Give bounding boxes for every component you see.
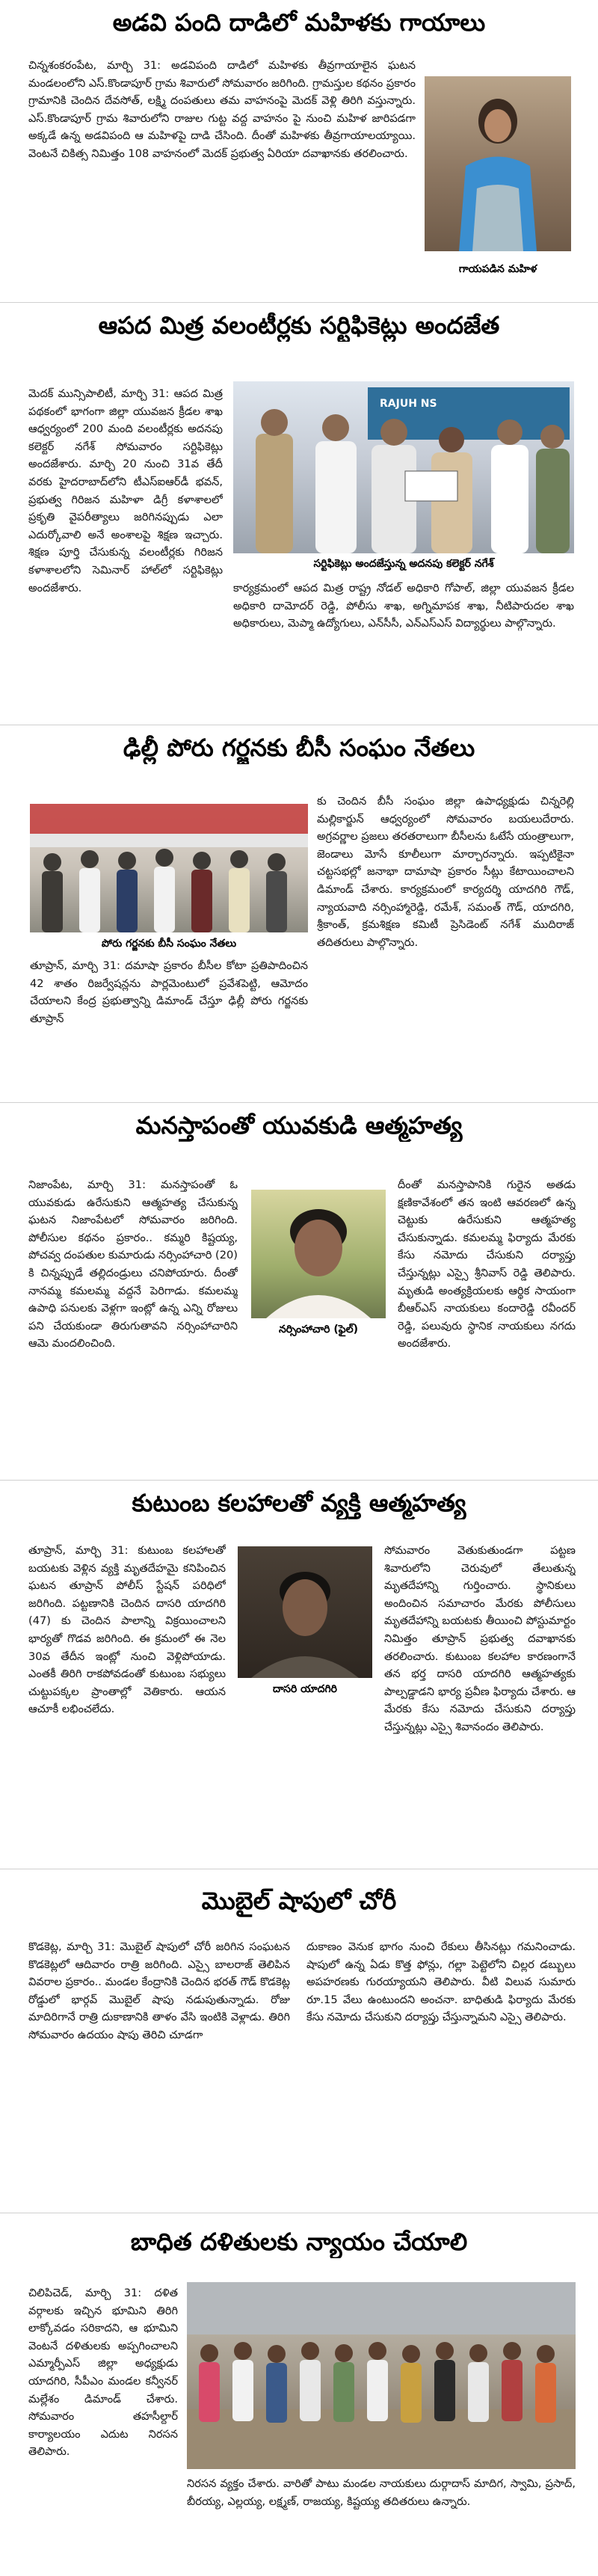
certificate-distribution-illustration	[233, 381, 574, 553]
portrait-illustration	[251, 1190, 386, 1318]
article-wild-boar-attack	[0, 0, 598, 303]
article-family-dispute-suicide	[0, 1481, 598, 1869]
banner-text: RAJUH NS	[380, 398, 437, 410]
article-body-right: దుకాణం వెనుక భాగం నుంచి రేకులు తీసినట్లు గమనించాడు. షాపులో ఉన్న ఏడు కొత్త ఫోన్లు, గల్లా పెట్టెలోని చిల్లర డబ్బులు అపహరణకు గురయ్యాయని తెలిపారు. వీటి విలువ సుమారు రూ.15 వేలు ఉంటుందని అంచనా. బాధితుడి ఫిర్యాదు మేరకు కేసు నమోదు చేసుకుని దర్యాప్తు చేస్తున్నామని ఎస్సై తెలిపారు.	[306, 1940, 576, 2024]
article-mobile-shop-theft	[0, 1869, 598, 2213]
photo-bc-leaders	[30, 804, 308, 932]
article-body-left: నిజాంపేట, మార్చి 31: మనస్తాపంతో ఓ యువకుడు ఉరేసుకుని ఆత్మహత్య చేసుకున్న ఘటన నిజాంపేటలో సోమవారం జరిగింది. పోలీసుల కథనం ప్రకారం.. కమ్మరి కిష్టయ్య, పోచవ్వ దంపతుల కుమారుడు నర్సింహాచారి (20) కి చిన్నప్పుడే తల్లిదండ్రులు చనిపోయారు. దీంతో నానమ్మ కమలమ్మ వద్దనే పెరిగాడు. కమలమ్మ ఉపాధి పనులకు వెళ్లగా ఇంట్లో ఉన్న ఎన్ని రోజులు పని చేయకుండా తిరుగుతావని నర్సింహాచారిని ఆమె మందలించింది.	[28, 1178, 238, 1350]
article-body-left: తూప్రాన్, మార్చి 31: దమాషా ప్రకారం బీసీల కోటా ప్రతిపాదించిన 42 శాతం రిజర్వేషన్లను పార్లమెంటులో ప్రవేశపెట్టి, ఆమోదం చేయాలని కేంద్ర ప్రభుత్వాన్ని డిమాండ్ చేస్తూ ఢిల్లీ పోరు గర్జనకు తూప్రాన్‌	[30, 959, 308, 1025]
article-body-right: కు చెందిన బీసీ సంఘం జిల్లా ఉపాధ్యక్షుడు చిన్నరెల్లి మల్లికార్జున్ ఆధ్వర్యంలో సోమవారం బయలుదేరారు. అగ్రవర్ణాల ప్రజలు తరతరాలుగా బీసీలను ఓటేసే యంత్రాలుగా, జెండాలు మోసే కూలీలుగా మార్చారన్నారు. ఇప్పటికైనా చట్టసభల్లో జనాభా దామాషా ప్రకారం సీట్లు కేటాయించాలని డిమాండ్ చేశారు. కార్యక్రమంలో కార్యదర్శి యాదగిరి గౌడ్, న్యాయవాది నర్సింహ్మారెడ్డి, రమేశ్, సమంత్ గౌడ్, యాదగిరి, శ్రీకాంత్, క్రమశిక్షణ కమిటీ ప్రెసిడెంట్ నగేశ్ ముదిరాజ్ తదితరులు పాల్గొన్నారు.	[317, 795, 574, 949]
photo-caption: గాయపడిన మహిళ	[458, 263, 537, 275]
article-body: చిన్నశంకరంపేట, మార్చి 31: అడవిపంది దాడిలో మహిళకు తీవ్రగాయాలైన ఘటన మండలంలోని ఎస్.కొండాపూర్ గ్రామ శివారులో సోమవారం జరిగింది. గ్రామస్తుల కథనం ప్రకారం గ్రామానికి చెందిన దేవసోత్, లక్ష్మి దంపతులు తమ వాహనంపై మెదక్ వెళ్లి తిరిగి వస్తున్నారు. ఎస్.కొండాపూర్ గ్రామ శివారులోని రాజుల గుట్ట వద్ద వాహనం పై నుంచి మహిళ జారిపడగా అక్కడే ఉన్న అడవిపంది ఆ మహిళపై దాడి చేసింది. దీంతో మహిళకు తీవ్రగాయాలయ్యాయి. వెంటనే చికిత్స నిమిత్తం 108 వాహనంలో మెదక్ ప్రభుత్వ ఏరియా దవాఖానకు తరలించారు.	[28, 59, 416, 160]
article-youth-suicide	[0, 1103, 598, 1481]
headline: అడవి పంది దాడిలో మహిళకు గాయాలు	[112, 8, 486, 37]
article-body-right: దీంతో మనస్తాపానికి గురైన అతడు క్షణికావేశంలో తన ఇంటి ఆవరణలో ఉన్న చెట్టుకు ఉరేసుకుని ఆత్మహత్య చేసుకున్నాడు. కమలమ్మ ఫిర్యాదు మేరకు కేసు నమోదు చేసుకుని దర్యాప్తు చేస్తున్నట్లు ఎస్సై శ్రీనివాస్ రెడ్డి తెలిపారు. మృతుడి అంత్యక్రియలకు ఆర్థిక సాయంగా బీఆర్ఎస్ నాయకులు కందారెడ్డి రవీందర్ రెడ్డి, పలువురు స్థానిక నాయకులు నగదు అందజేశారు.	[398, 1178, 576, 1350]
article-body-right: సోమవారం వెతుకుతుండగా పట్టణ శివారులోని చెరువులో తేలుతున్న మృతదేహాన్ని గుర్తించారు. స్థానికులు అందించిన సమాచారం మేరకు పోలీసులు మృతదేహాన్ని బయటకు తీయించి పోస్టుమార్టం నిమిత్తం తూప్రాన్ ప్రభుత్వ దవాఖానకు తరలించారు. కుటుంబ కలహాల కారణంగానే తన భర్త దాసరి యాదగిరి ఆత్మహత్యకు పాల్పడ్డాడని భార్య ప్రవీణ ఫిర్యాదు చేశారు. ఆ మేరకు కేసు నమోదు చేసుకుని దర్యాప్తు చేస్తున్నట్లు ఎస్సై శివానందం తెలిపారు.	[384, 1544, 576, 1733]
photo-dasari-yadagiri	[238, 1546, 372, 1678]
article-body-right: నిరసన వ్యక్తం చేశారు. వారితో పాటు మండల నాయకులు దుర్గాదాస్ మాదిగ, స్వామి, ప్రసాద్, బీరయ్య, ఎల్లయ్య, లక్ష్మణ్, రాజయ్య, కిష్టయ్య తదితరులు ఉన్నారు.	[187, 2477, 576, 2508]
article-delhi-poru-garjana	[0, 725, 598, 1103]
photo-certificate-distribution	[233, 381, 574, 553]
headline: కుటుంబ కలహాలతో వ్యక్తి ఆత్మహత్య	[132, 1489, 466, 1517]
headline: బాధిత దళితులకు న్యాయం చేయాలి	[130, 2228, 468, 2256]
bc-leaders-illustration	[30, 804, 308, 932]
article-body-left: తూప్రాన్, మార్చి 31: కుటుంబ కలహాలతో బయటకు వెళ్లిన వ్యక్తి మృతదేహమై కనిపించిన ఘటన తూప్రాన్ పోలీస్ స్టేషన్ పరిధిలో జరిగింది. పట్టణానికి చెందిన దాసరి యాదగిరి (47) కు చెందిన పాలాన్ని విక్రయించాలని భార్యతో గొడవ జరిగింది. ఈ క్రమంలో ఈ నెల 30వ తేదీన ఇంట్లో నుంచి వెళ్లిపోయాడు. ఎంతకీ తిరిగి రాకపోవడంతో కుటుంబ సభ్యులు చుట్టుపక్కల ప్రాంతాల్లో వెతికారు. ఆయన ఆచూకీ లభించలేదు.	[28, 1544, 226, 1716]
article-body-left: కొడకెట్ల, మార్చి 31: మొబైల్ షాపులో చోరీ జరిగిన సంఘటన కొడకెట్లలో ఆదివారం రాత్రి జరిగింది. ఎస్సై బాలరాజ్ తెలిపిన వివరాల ప్రకారం.. మండల కేంద్రానికి చెందిన భరత్ గౌడ్ కొడకెట్ల రోడ్డులో భార్గవ్ మొబైల్ షాపు నడుపుతున్నాడు. రోజు మాదిరిగానే రాత్రి దుకాణానికి తాళం వేసి ఇంటికి వెళ్లాడు. తిరిగి సోమవారం ఉదయం షాపు తెరిచి చూడగా	[28, 1940, 290, 2041]
photo-protest	[187, 2282, 576, 2469]
article-dalit-justice	[0, 2213, 598, 2576]
photo-caption: దాసరి యాదగిరి	[273, 1683, 337, 1695]
photo-injured-woman	[425, 76, 571, 251]
photo-caption: నర్సింహాచారి (ఫైల్)	[278, 1324, 359, 1335]
photo-caption: సర్టిఫికెట్లు అందజేస్తున్న అదనపు కలెక్టర్ నగేశ్	[233, 556, 574, 572]
injured-woman-illustration	[425, 76, 571, 251]
headline: ఢిల్లీ పోరు గర్జనకు బీసీ సంఘం నేతలు	[123, 734, 475, 762]
article-body-right: కార్యక్రమంలో ఆపద మిత్ర రాష్ట్ర నోడల్ అధికారి గోపాల్, జిల్లా యువజన క్రీడల అధికారి దామోదర్ రెడ్డి, పోలీసు శాఖ, అగ్నిమాపక శాఖ, నీటిపారుదల శాఖ అధికారులు, మెప్మా ఉద్యోగులు, ఎన్‌సీసీ, ఎన్‌ఎస్‌ఎస్ విద్యార్థులు పాల్గొన్నారు.	[233, 582, 574, 630]
protest-illustration	[187, 2282, 576, 2469]
headline: ఆపద మిత్ర వలంటీర్లకు సర్టిఫికెట్లు అందజేత	[98, 311, 500, 339]
article-body-left: మెదక్ మున్సిపాలిటీ, మార్చి 31: ఆపద మిత్ర పథకంలో భాగంగా జిల్లా యువజన క్రీడల శాఖ ఆధ్వర్యంలో 200 మంది వలంటీర్లకు అదనపు కలెక్టర్ నగేశ్ సోమవారం సర్టిఫికెట్లు అందజేశారు. మార్చి 20 నుంచి 31వ తేదీ వరకు హైదరాబాద్‌లోని టీఎస్ఐఆర్‌డీ భవన్, ప్రభుత్వ గిరిజన మహిళా డిగ్రీ కళాశాలలో ప్రకృతి వైపరీత్యాలు జరిగినప్పుడు ఎలా ఎదుర్కోవాలి అనే అంశాలపై శిక్షణ ఇచ్చారు. శిక్షణ పూర్తి చేసుకున్న వలంటీర్లకు గిరిజన కళాశాలలోని సెమినార్ హాల్‌లో సర్టిఫికెట్లు అందజేశారు.	[28, 387, 223, 594]
portrait-illustration	[238, 1546, 372, 1678]
article-apada-mitra	[0, 303, 598, 725]
headline: మనస్తాపంతో యువకుడి ఆత్మహత్య	[135, 1111, 463, 1140]
article-body-left: చిలిపిచెడ్, మార్చి 31: దళిత వర్గాలకు ఇచ్చిన భూమిని తిరిగి లాక్కోవడం సరికాదని, ఆ భూమిని వెంటనే దళితులకు అప్పగించాలని ఎమ్మార్పీఎస్ జిల్లా అధ్యక్షుడు యాదగిరి, సీపీఎం మండల కన్వీనర్ మల్లేశం డిమాండ్ చేశారు. సోమవారం తహసీల్దార్ కార్యాలయం ఎదుట నిరసన తెలిపారు.	[28, 2287, 178, 2459]
headline: మొబైల్ షాపులో చోరీ	[201, 1887, 397, 1915]
photo-caption: పోరు గర్జనకు బీసీ సంఘం నేతలు	[101, 938, 237, 950]
photo-narsimhachari	[251, 1190, 386, 1318]
